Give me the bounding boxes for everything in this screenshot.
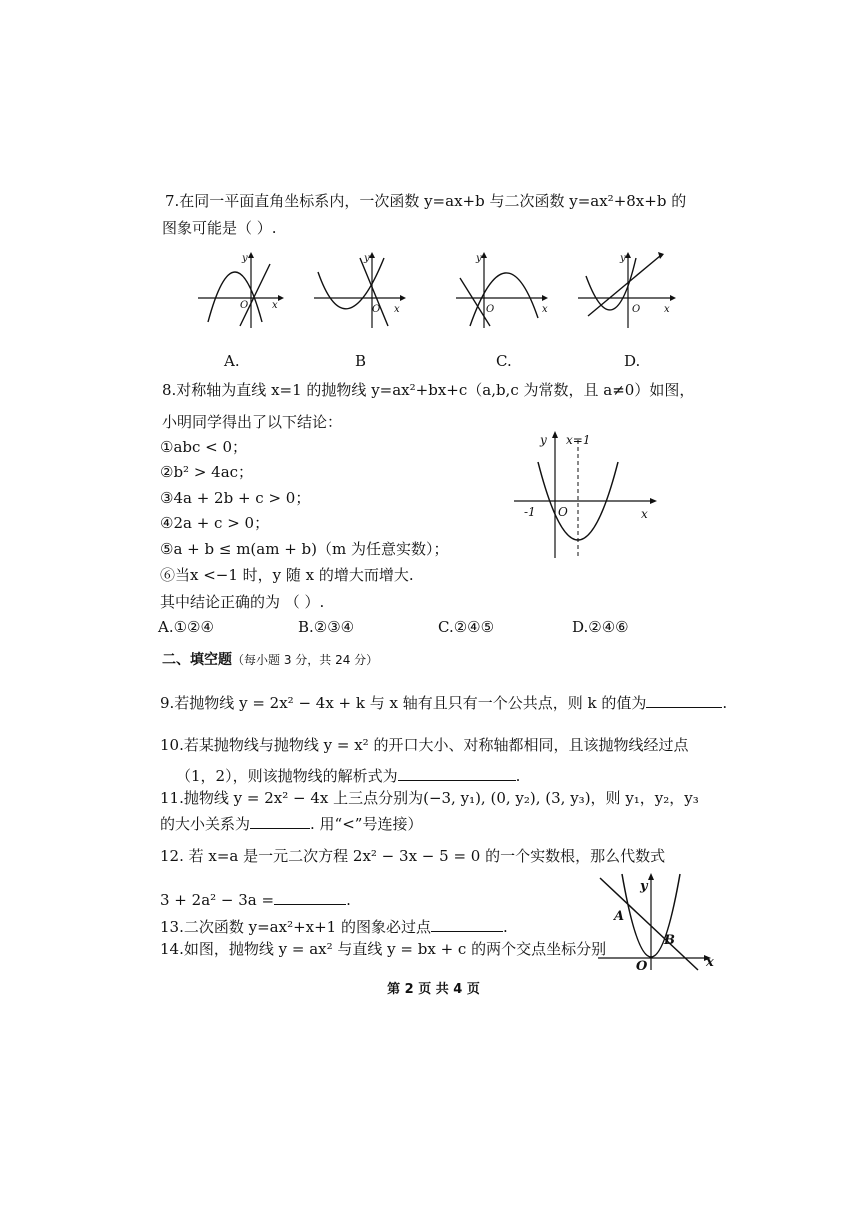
q12-end: . — [346, 891, 351, 909]
q7-graph-a — [190, 250, 290, 330]
q10-line1: 10.若某抛物线与抛物线 y = x² 的开口大小、对称轴都相同，且该抛物线经过点 — [160, 736, 689, 754]
q8-graph-y: y — [540, 433, 547, 447]
q7-option-a: A. — [224, 352, 240, 370]
q7d-x-label: x — [664, 304, 670, 315]
q14-graph-x: x — [706, 955, 714, 970]
q14-graph-o: O — [636, 959, 648, 974]
q7d-y-label: y — [620, 253, 626, 264]
q7b-x-label: x — [394, 304, 400, 315]
q8-item-3: ③4a + 2b + c > 0； — [160, 489, 311, 507]
q7b-y-label: y — [364, 253, 370, 264]
section2-note: （每小题 3 分，共 24 分） — [232, 653, 379, 667]
q10-line2 — [176, 764, 520, 786]
q8-item-6: ⑥当x <−1 时，y 随 x 的增大而增大. — [160, 566, 414, 584]
q8-graph-x: x — [641, 507, 648, 521]
q7-graph-b — [308, 250, 408, 330]
q7d-origin-label: O — [632, 304, 641, 315]
q9-end: . — [722, 694, 728, 712]
q9-answer-blank[interactable] — [646, 691, 722, 708]
q8-graph — [510, 428, 660, 563]
q7a-y-label: y — [242, 253, 248, 264]
q14-graph-y: y — [640, 879, 648, 894]
q7-graph-d — [574, 250, 674, 330]
q9 — [160, 691, 727, 713]
q14-graph-a: A — [614, 909, 625, 924]
q7-line2: 图象可能是（ ）. — [162, 219, 277, 237]
q11-answer-blank[interactable] — [250, 812, 310, 829]
q7-option-b: B — [355, 352, 367, 370]
q7-option-c: C. — [496, 352, 512, 370]
q13-text: 13.二次函数 y=ax²+x+1 的图象必过点 — [160, 918, 431, 936]
q11-line2 — [160, 812, 422, 834]
q12-line1: 12. 若 x=a 是一元二次方程 2x² − 3x − 5 = 0 的一个实数根，那么代数式 — [160, 847, 666, 865]
section2-title: 二、填空题 — [162, 652, 232, 668]
q12-line2 — [160, 888, 351, 910]
q7a-origin-label: O — [240, 300, 249, 311]
q14-graph — [596, 872, 721, 972]
q8-choice-a: A.①②④ — [158, 618, 214, 636]
q7-graph-c — [452, 250, 552, 330]
q8-choice-b: B.②③④ — [298, 618, 355, 636]
q7-line1: 7.在同一平面直角坐标系内，一次函数 y=ax+b 与二次函数 y=ax²+8x+b 的 — [165, 192, 687, 210]
q14-line1: 14.如图，抛物线 y = ax² 与直线 y = bx + c 的两个交点坐标分别 — [160, 940, 607, 958]
q14-graph-b: B — [664, 933, 675, 948]
q12-answer-blank[interactable] — [274, 888, 346, 905]
q11-end: . 用“<”号连接） — [310, 815, 423, 833]
q13 — [160, 915, 508, 937]
q7c-y-label: y — [476, 253, 482, 264]
section2-heading — [162, 650, 378, 670]
q7c-x-label: x — [542, 304, 548, 315]
q13-end: . — [503, 918, 508, 936]
q8-item-1: ①abc < 0； — [160, 438, 248, 456]
q10-text: （1，2），则该抛物线的解析式为 — [176, 767, 398, 785]
q7b-origin-label: O — [372, 304, 381, 315]
q7c-origin-label: O — [486, 304, 495, 315]
q8-item-5: ⑤a + b ≤ m(am + b)（m 为任意实数）； — [160, 540, 449, 558]
q8-line1: 8.对称轴为直线 x=1 的抛物线 y=ax²+bx+c（a,b,c 为常数，且 a≠0）如图， — [162, 381, 695, 399]
q8-line2: 小明同学得出了以下结论： — [162, 413, 343, 431]
q8-choice-d: D.②④⑥ — [572, 618, 629, 636]
q8-item-2: ②b² > 4ac； — [160, 463, 254, 481]
page-footer: 第 2 页 共 4 页 — [387, 982, 480, 997]
q10-answer-blank[interactable] — [398, 764, 516, 781]
q8-graph-origin: O — [558, 505, 568, 519]
q8-graph-axis: x=1 — [566, 433, 591, 447]
q11-line1: 11.抛物线 y = 2x² − 4x 上三点分别为(−3, y₁), (0, y₂), (3, y₃)，则 y₁，y₂，y₃ — [160, 789, 699, 807]
q8-choice-c: C.②④⑤ — [438, 618, 495, 636]
q9-text: 9.若抛物线 y = 2x² − 4x + k 与 x 轴有且只有一个公共点，则 k 的值为 — [160, 694, 647, 712]
q7a-x-label: x — [272, 300, 278, 311]
q10-end: . — [515, 767, 521, 785]
q7-option-d: D. — [624, 352, 641, 370]
q11-text: 的大小关系为 — [160, 815, 251, 833]
q8-graph-minus-one: -1 — [524, 505, 536, 519]
q8-item-4: ④2a + c > 0； — [160, 514, 270, 532]
q8-question: 其中结论正确的为 （ ）. — [160, 593, 325, 611]
q12-text: 3 + 2a² − 3a = — [160, 891, 275, 909]
q13-answer-blank[interactable] — [431, 915, 503, 932]
